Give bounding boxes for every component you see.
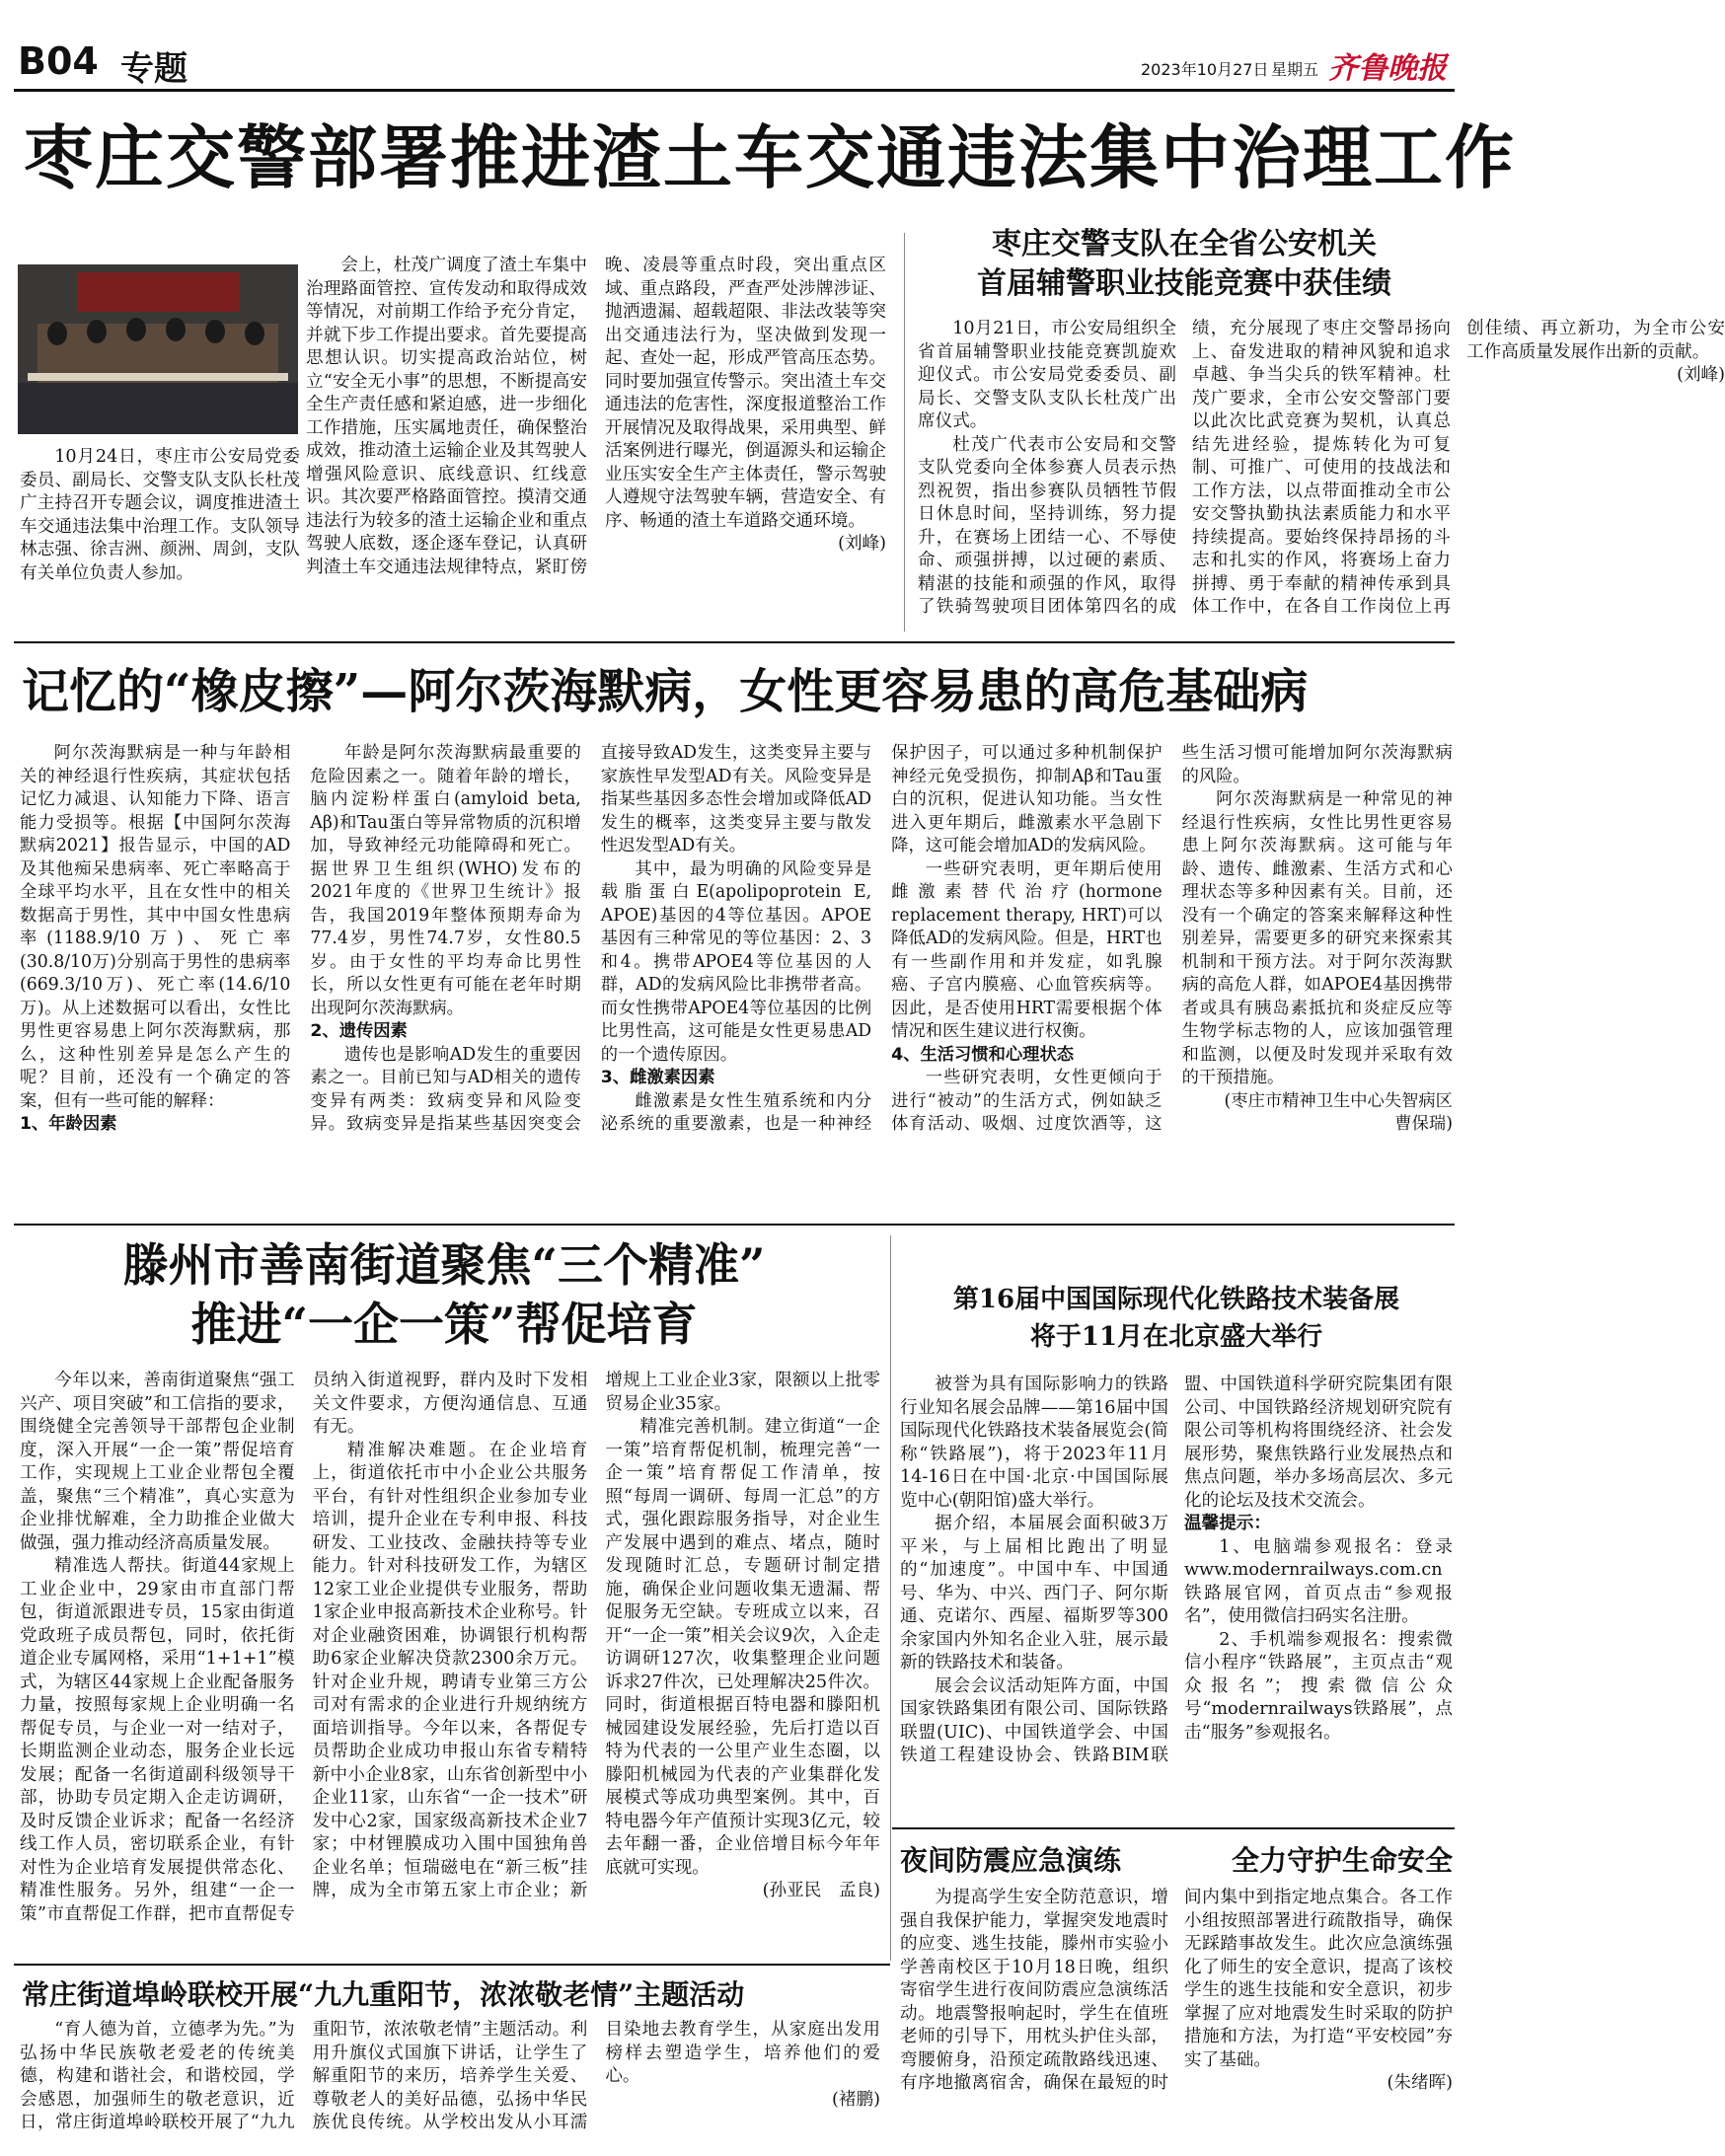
article5-title-line2: 将于11月在北京盛大举行 (1029, 1322, 1323, 1352)
article3-section3-heading: 3、雌激素因素 (600, 1068, 715, 1087)
meeting-photo (18, 264, 298, 434)
article5-title (900, 1281, 1453, 1356)
article3-section2-body1: 遗传也是影响AD发生的重要因素之一。目前已知与AD相关的遗传变异有两类：致病变异和风险变异。致病变异是指某些基因突变会直接导致AD发生，这类变异主要与家族性早发型AD有关。风险变异是指某些基因多态性会增加或降低AD发生的概率，这类变异主要与散发性迟发型AD有关。 (310, 743, 872, 1134)
article3-section3-body2: 一些研究表明，更年期后使用雌激素替代治疗(hormone replacement therapy, HRT)可以降低AD的发病风险。但是，HRT也有一些副作用和并发症，如乳腺癌、子宫内膜癌、心血管疾病等。因此，是否使用HRT需要根据个体情况和医生建议进行权衡。 (891, 858, 1162, 1041)
article4-paragraph-1: 今年以来，善南街道聚焦“强工兴产、项目突破”和工信指的要求，围绕健全完善领导干部帮包企业制度，深入开展“一企一策”帮促培育工作，实现规上工业企业帮包全覆盖，聚焦“三个精准”，真心实意为企业排忧解难，全力助推企业做大做强，强力推动经济高质量发展。 (20, 1371, 295, 1553)
article3-section4-heading: 4、生活习惯和心理状态 (891, 1044, 1075, 1065)
section-rule (14, 1964, 890, 1966)
article4-body (20, 1370, 880, 1962)
article4-paragraph-2: 精准选人帮扶。街道44家规上工业企业中，29家由市直部门帮包，街道派跟进专员，15家由街道党政班子成员帮包，同时，依托街道企业专属网格，采用“1+1+1”模式，为辖区44家规上企业配备服务力量，按照每家规上企业明确一名帮促专员，与企业一对一结对子，长期监测企业动态，服务企业长远发展；配备一名街道副科级领导干部，协助专员定期入企走访调研，及时反馈企业诉求；配备一名经济线工作人员，密切联系企业，有针对性为企业培育发展提供常态化、精准性服务。另外，组建“一企一策”市直帮促工作群，把市直帮促专员纳入街道视野，群内及时下发相关文件要求，方便沟通信息、互通有无。 (20, 1371, 588, 1924)
article5-paragraph-2: 据介绍，本届展会面积破3万平米，与上届相比跑出了明显的“加速度”。中国中车、中国通号、华为、中兴、西门子、阿尔斯通、克诺尔、西屋、福斯罗等300余家国内外知名企业入驻，展示最新的铁路技术和装备。 (900, 1514, 1168, 1673)
article2-title-line1: 枣庄交警支队在全省公安机关 (992, 227, 1377, 261)
article2-paragraph-1: 10月21日，市公安局组织全省首届辅警职业技能竞赛凯旋欢迎仪式。市公安局党委委员、副局长、交警支队支队长杜茂广出席仪式。 (918, 319, 1176, 431)
section-rule (892, 1827, 1455, 1829)
article1-body (306, 255, 886, 630)
article7-title: 常庄街道埠岭联校开展“九九重阳节，浓浓敬老情”主题活动 (22, 1978, 745, 2011)
article5-body (900, 1374, 1453, 1827)
article2-title (918, 225, 1451, 304)
article4-author: (孙亚民 孟良) (762, 1881, 880, 1900)
article5-title-line1: 第16届中国国际现代化铁路技术装备展 (952, 1285, 1400, 1314)
article1-author: (刘峰) (838, 534, 886, 554)
article6-author: (朱绪晖) (1387, 2073, 1453, 2093)
article3-section1-body: 年龄是阿尔茨海默病最重要的危险因素之一。随着年龄的增长，脑内淀粉样蛋白(amyloid beta, Aβ)和Tau蛋白等异常物质的沉积增加，导致神经元功能障碍和死亡。据世界卫生组织(WHO)发布的2021年度的《世界卫生统计》报告，我国2019年整体预期寿命为77.4岁，男性74.7岁，女性80.5岁。由于女性的平均寿命比男性长，所以女性更有可能在老年时期出现阿尔茨海默病。 (310, 743, 581, 1018)
article6-title-left: 夜间防震应急演练 (900, 1844, 1122, 1877)
article4-title-line2: 推进“一企一策”帮促培育 (190, 1298, 698, 1351)
article2-paragraph-2: 杜茂广代表市公安局和交警支队党委向全体参赛人员表示热烈祝贺，指出参赛队员牺牲节假日休息时间，坚持训练，努力提升，在赛场上团结一心、不辱使命、顽强拼搏，以过硬的素质、精湛的技能和顽强的作风，取得了铁骑驾驶项目团体第四名的成绩，充分展现了枣庄交警昂扬向上、奋发进取的精神风貌和追求卓越、争当尖兵的铁军精神。杜茂广要求，全市公安交警部门要以此次比武竞赛为契机，认真总结先进经验，提炼转化为可复制、可推广、可使用的技战法和工作方法，以点带面推动全市公安交警执勤执法素质能力和水平持续提高。要始终保持昂扬的斗志和扎实的作风，将赛场上奋力拼搏、勇于奉献的精神传承到具体工作中，在各自工作岗位上再创佳绩、再立新功，为全市公安工作高质量发展作出新的贡献。 (918, 319, 1725, 617)
divider (904, 233, 905, 632)
article7-body (20, 2019, 880, 2151)
divider (890, 1235, 891, 1961)
article4-paragraph-4: 精准完善机制。建立街道“一企一策”培育帮促机制，梳理完善“一企一策”培育帮促工作清单，按照“每周一调研、每周一汇总”的方式，强化跟踪服务指导，对企业生产发展中遇到的难点、堵点，随时发现随时汇总，专题研讨制定措施，确保企业问题收集无遗漏、帮促服务无空缺。专班成立以来，召开“一企一策”相关会议9次，入企走访调研127次，收集整理企业问题诉求27件次，已处理解决25件次。同时，街道根据百特电器和滕阳机械园建设发展经验，先后打造以百特为代表的一公里产业生态圈，以滕阳机械园为代表的产业集群化发展模式等成功典型案例。其中，百特电器今年产值预计实现3亿元，较去年翻一番，企业倍增目标今年年底就可实现。 (605, 1417, 880, 1878)
article3-section3-body1: 雌激素是女性生殖系统和内分泌系统的重要激素，也是一种神经保护因子，可以通过多种机制保护神经元免受损伤，抑制Aβ和Tau蛋白的沉积，促进认知功能。当女性进入更年期后，雌激素水平急剧下降，这可能会增加AD的发病风险。 (600, 743, 1162, 1134)
article5-tip-2: 2、手机端参观报名：搜索微信小程序“铁路展”，主页点击“观众报名”；搜索微信公众号“modernrailways铁路展”，点击“服务”参观报名。 (1184, 1629, 1453, 1743)
article2-body (918, 318, 1725, 632)
article3-section2-heading: 2、遗传因素 (310, 1021, 408, 1041)
article5-tip-heading: 温馨提示： (1184, 1514, 1271, 1533)
issue-date: 2023年10月27日 (1141, 60, 1269, 79)
header-rule (14, 89, 1455, 92)
newspaper-logo: 齐鲁晚报 (1328, 51, 1447, 86)
article1-title: 枣庄交警部署推进渣土车交通违法集中治理工作 (24, 116, 1516, 198)
article3-intro: 阿尔茨海默病是一种与年龄相关的神经退行性疾病，其症状包括记忆力减退、认知能力下降、语言能力受损等。根据【中国阿尔茨海默病2021】报告显示，中国的AD及其他痴呆患病率、死亡率略高于全球平均水平，且在女性中的相关数据高于男性，其中中国女性患病率(1188.9/10万)、死亡率(30.8/10万)分别高于男性的患病率(669.3/10万)、死亡率(14.6/10万)。从上述数据可以看出，女性比男性更容易患上阿尔茨海默病，那么，这种性别差异是怎么产生的呢？目前，还没有一个确定的答案，但有一些可能的解释： (20, 743, 291, 1111)
article3-section2-body2: 其中，最为明确的风险变异是载脂蛋白E(apolipoprotein E, APOE)基因的4等位基因。APOE基因有三种常见的等位基因：2、3和4。携带APOE4等位基因的人群，AD的发病风险比非携带者高。而女性携带APOE4等位基因的比例比男性高，这可能是女性更易患AD的一个遗传原因。 (600, 858, 872, 1065)
article2-title-line2: 首届辅警职业技能竞赛中获佳绩 (977, 266, 1391, 301)
section-name: 专题 (120, 49, 188, 89)
article5-tip-1: 1、电脑端参观报名：登录www.modernrailways.com.cn铁路展官网，首页点击“参观报名”，使用微信扫码实名注册。 (1184, 1536, 1453, 1626)
article1-col1 (20, 446, 300, 626)
article1-paragraph-2: 会上，杜茂广调度了渣土车集中治理路面管控、宣传发动和取得成效等情况，对前期工作给予充分肯定，并就下步工作提出要求。首先要提高思想认识。切实提高政治站位，树立“安全无小事”的思想，不断提高安全生产责任感和紧迫感，进一步细化工作措施，压实属地责任，确保整治成效，推动渣土运输企业及其驾驶人增强风险意识、底线意识、红线意识。其次要严格路面管控。摸清交通违法行为较多的渣土运输企业和重点驾驶人底数，逐企逐车登记，认真研判渣土车交通违法规律特点，紧盯傍晚、凌晨等重点时段，突出重点区域、重点路段，严查严处涉牌涉证、抛洒遗漏、超载超限、非法改装等突出交通违法行为，坚决做到发现一起、查处一起，形成严管高压态势。同时要加强宣传警示。突出渣土车交通违法的危害性，深度报道整治工作开展情况及取得战果，采用典型、鲜活案例进行曝光，倒逼源头和运输企业压实安全生产主体责任，警示驾驶人遵规守法驾驶车辆，营造安全、有序、畅通的渣土车道路交通环境。 (306, 256, 886, 577)
article4-paragraph-3: 精准解决难题。在企业培育上，街道依托市中小企业公共服务平台，有针对性组织企业参加专业培训，提升企业在专利申报、科技研发、工业技改、金融扶持等专业能力。针对科技研发工作，为辖区12家工业企业提供专业服务，帮助1家企业申报高新技术企业称号。针对企业融资困难，协调银行机构帮助6家企业解决贷款2300余万元。针对企业升规，聘请专业第三方公司对有需求的企业进行升规纳统方面培训指导。今年以来，各帮促专员帮助企业成功申报山东省专精特新中小企业8家，山东省创新型中小企业11家，山东省“一企一技术”研发中心2家，国家级高新技术企业7家；中材锂膜成功入围中国独角兽企业名单；恒瑞磁电在“新三板”挂牌，成为全市第五家上市企业；新增规上工业企业3家，限额以上批零贸易企业35家。 (312, 1371, 880, 1900)
article5-paragraph-1: 被誉为具有国际影响力的铁路行业知名展会品牌——第16届中国国际现代化铁路技术装备展览会(简称“铁路展”)，将于2023年11月14-16日在中国·北京·中国国际展览中心(朝阳馆)盛大举行。 (900, 1375, 1168, 1511)
article3-title: 记忆的“橡皮擦”—阿尔茨海默病，女性更容易患的高危基础病 (22, 664, 1309, 719)
section-rule (14, 1224, 1455, 1226)
page-number: B04 (18, 39, 99, 83)
article7-author: (褚鹏) (832, 2089, 880, 2110)
article6-body (900, 1887, 1453, 2145)
article6-title-right: 全力守护生命安全 (1231, 1844, 1453, 1877)
article3-outro: 阿尔茨海默病是一种常见的神经退行性疾病，女性比男性更容易患上阿尔茨海默病。这可能与年龄、遗传、雌激素、生活方式和心理状态等多种因素有关。目前，还没有一个确定的答案来解释这种性别差异，需要更多的研究来探索其机制和干预方法。对于阿尔茨海默病的高危人群，如APOE4基因携带者或具有胰岛素抵抗和炎症反应等生物学标志物的人，应该加强管理和监测，以便及时发现并采取有效的干预措施。 (1181, 789, 1453, 1087)
article6-paragraph-1: 为提高学生安全防范意识，增强自我保护能力，掌握突发地震时的应变、逃生技能，滕州市实验小学善南校区于10月18日晚，组织寄宿学生进行夜间防震应急演练活动。地震警报响起时，学生在值班老师的引导下，用枕头护住头部，弯腰俯身，沿预定疏散路线迅速、有序地撤离宿舍，确保在最短的时间内集中到指定地点集合。各工作小组按照部署进行疏散指导，确保无踩踏事故发生。此次应急演练强化了师生的安全意识，提高了该校学生的逃生技能和安全意识，初步掌握了应对地震发生时采取的防护措施和方法，为打造“平安校园”夯实了基础。 (900, 1888, 1453, 2093)
article4-title-line1: 滕州市善南街道聚焦“三个精准” (122, 1238, 766, 1292)
article3-section4-body: 一些研究表明，女性更倾向于进行“被动”的生活方式，例如缺乏体育活动、吸烟、过度饮酒等，这些生活习惯可能增加阿尔茨海默病的风险。 (891, 743, 1453, 1134)
article7-paragraph-1: “育人德为首，立德孝为先。”为弘扬中华民族敬老爱老的传统美德，构建和谐社会，和谐校园，学会感恩，加强师生的敬老意识，近日，常庄街道埠岭联校开展了“九九重阳节，浓浓敬老情”主题活动。利用升旗仪式国旗下讲话，让学生了解重阳节的来历，培养学生关爱、尊敬老人的美好品德，弘扬中华民族优良传统。从学校出发从小耳濡目染地去教育学生，从家庭出发用榜样去塑造学生，培养他们的爱心。 (20, 2020, 880, 2132)
article5-paragraph-3: 展会会议活动矩阵方面，中国国家铁路集团有限公司、国际铁路联盟(UIC)、中国铁道学会、中国铁道工程建设协会、铁路BIM联盟、中国铁道科学研究院集团有限公司、中国铁路经济规划研究院有限公司等机构将围绕经济、社会发展形势，聚焦铁路行业发展热点和焦点问题，举办多场高层次、多元化的论坛及技术交流会。 (900, 1375, 1453, 1765)
article4-title (20, 1235, 868, 1354)
article3-body (20, 742, 1470, 1201)
issue-weekday: 星期五 (1271, 60, 1319, 79)
article2-author: (刘峰) (1677, 365, 1725, 385)
article1-paragraph-1: 10月24日，枣庄市公安局党委委员、副局长、交警支队支队长杜茂广主持召开专题会议，调度推进渣土车交通违法集中治理工作。支队领导林志强、徐吉洲、颜洲、周剑，支队有关单位负责人参加。 (20, 447, 300, 583)
article3-section1-heading: 1、年龄因素 (20, 1114, 117, 1134)
article3-author: (枣庄市精神卫生中心失智病区 曹保瑞) (1224, 1090, 1470, 1134)
section-rule (14, 641, 1455, 643)
